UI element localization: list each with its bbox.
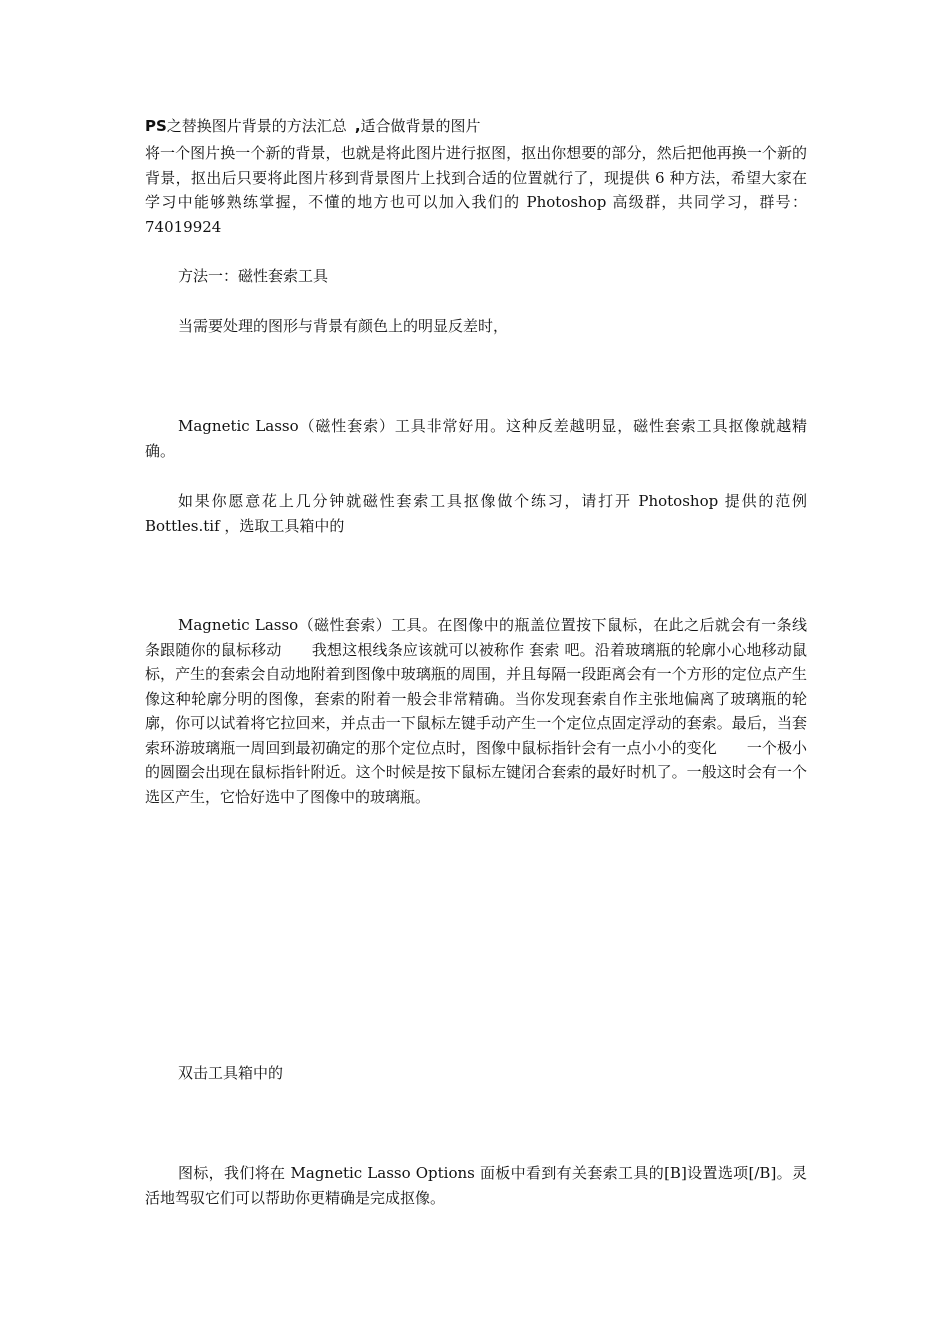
long-paragraph: Magnetic Lasso（磁性套索）工具。在图像中的瓶盖位置按下鼠标，在此之后就会有一条线条跟随你的鼠标移动 我想这根线条应该就可以被称作 套索 吧。沿着玻璃瓶的轮廓小心地移动鼠标，产生的套索会自动地附着到图像中玻璃瓶的周围，并且每隔一段距离会有一个方形的定位点产生 像这种轮廓分明的图像，套索的附着一般会非常精确。当你发现套索自作主张地偏离了玻璃瓶的轮廓，你可以试着将它拉回来，并点击一下鼠标左键手动产生一个定位点固定浮动的套索。最后，当套索环游玻璃瓶一周回到最初确定的那个定位点时，图像中鼠标指针会有一点小小的变化 一个极小的圆圈会出现在鼠标指针附近。这个时候是按下鼠标左键闭合套索的最好时机了。一般这时会有一个选区产生，它恰好选中了图像中的玻璃瓶。 bbox=[145, 616, 838, 806]
method1-heading: 方法一：磁性套索工具 bbox=[178, 267, 329, 285]
lasso-paragraph: Magnetic Lasso（磁性套索）工具非常好用。这种反差越明显，磁性套索工具抠像就越精确。 bbox=[145, 417, 807, 460]
title-latin: PS bbox=[145, 117, 167, 135]
document-title bbox=[145, 114, 807, 138]
practice-paragraph: 如果你愿意花上几分钟就磁性套索工具抠像做个练习，请打开 Photoshop 提供的范例 Bottles.tif ，选取工具箱中的 bbox=[145, 492, 807, 535]
contrast-line: 当需要处理的图形与背景有颜色上的明显反差时， bbox=[178, 317, 509, 335]
title-cn-a: 之替换图片背景的方法汇总 bbox=[166, 117, 347, 135]
title-cn-b: 适合做背景的图片 bbox=[360, 117, 481, 135]
double-click-line: 双击工具箱中的 bbox=[178, 1064, 284, 1082]
title-comma: , bbox=[354, 117, 361, 135]
intro-paragraph: 将一个图片换一个新的背景，也就是将此图片进行抠图，抠出你想要的部分，然后把他再换一个新的背景，抠出后只要将此图片移到背景图片上找到合适的位置就行了，现提供 6 种方法，希望大家在学习中能够熟练掌握，不懂的地方也可以加入我们的 Photoshop 高级群，共同学习，群号：74019924 bbox=[145, 144, 807, 236]
options-paragraph: 图标，我们将在 Magnetic Lasso Options 面板中看到有关套索工具的[B]设置选项[/B]。灵活地驾驭它们可以帮助你更精确是完成抠像。 bbox=[145, 1164, 807, 1207]
